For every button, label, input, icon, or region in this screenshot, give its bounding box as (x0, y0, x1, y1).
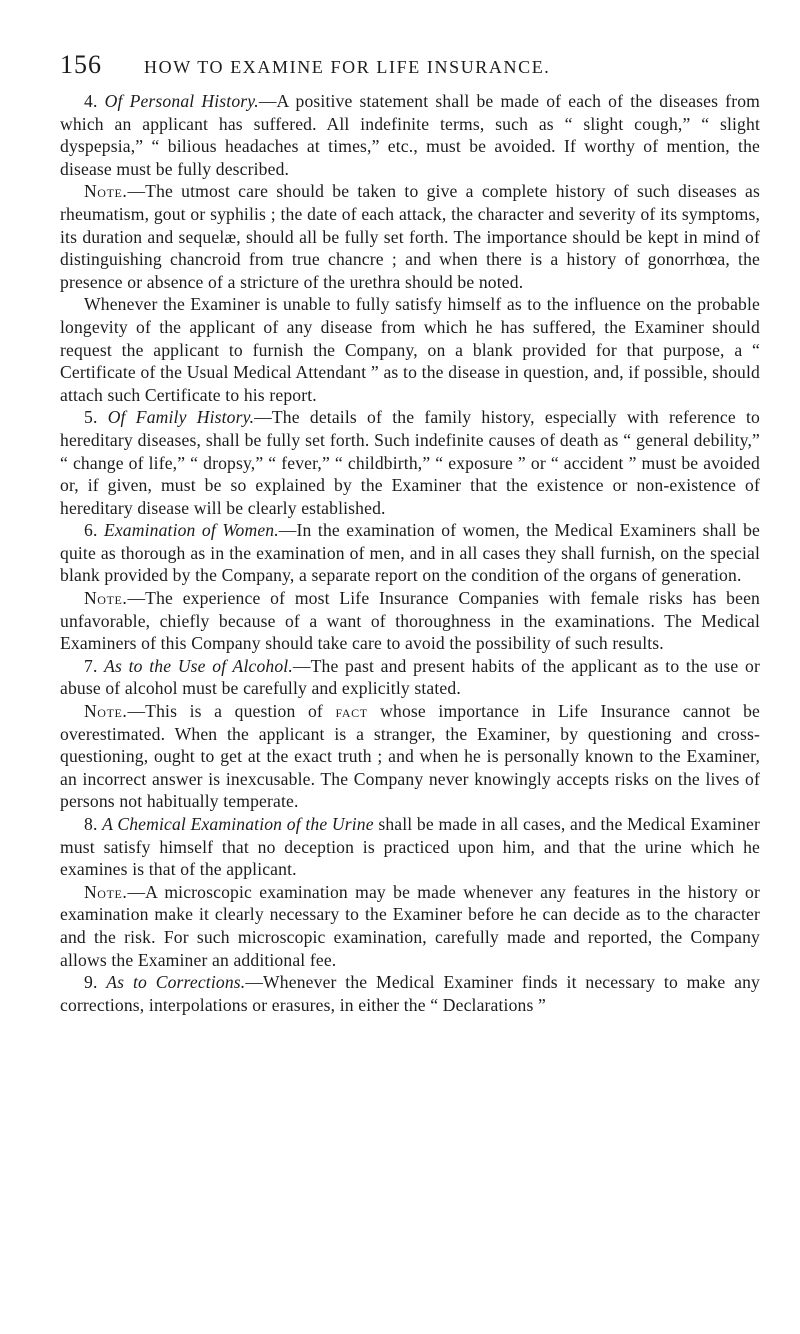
paragraph-medical-attendant (60, 293, 760, 406)
paragraph-corrections (60, 971, 760, 1016)
paragraph-chemical-examination (60, 813, 760, 881)
section-number: 4. (84, 91, 98, 111)
section-number: 6. (84, 520, 98, 541)
paragraph-text: —The experience of most Life Insurance Companies with female risks has been unfavorable, chiefly because of a want of thoroughness in the examinations. The Medical Examiners of this Company should take care to avoid the possibility of such results. (60, 588, 760, 654)
paragraph-text: Whenever the Examiner is unable to fully satisfy himself as to the influence on the probable longevity of the applicant of any disease from which he has suffered, the Examiner should request the applicant to furnish the Company, on a blank provided for that purpose, a “ Certificate of the Usual Medical Attendant ” as to the disease in question, and, if possible, should attach such Certificate to his report. (60, 294, 760, 405)
paragraph-text-lead: —This is a question of (127, 701, 336, 722)
paragraph-examination-of-women (60, 519, 760, 587)
note-label: Note. (84, 588, 128, 609)
running-title: HOW TO EXAMINE FOR LIFE INSURANCE. (144, 57, 551, 77)
note-personal-history (60, 180, 760, 293)
paragraph-text: —A microscopic examination may be made whenever any features in the history or examination make it clearly necessary to the Examiner before he can decide as to the character and the risk. For such microscopic examination, carefully made and reported, the Company allows the Examiner an additional fee. (60, 881, 760, 970)
paragraph-family-history (60, 406, 760, 519)
book-page (60, 50, 760, 1016)
section-number: 7. (84, 655, 98, 676)
paragraph-text: whose importance in Life Insurance cannot be overestimated. When the applicant is a stranger, the Examiner, by questioning and cross-questioning, ought to get at the exact truth ; and when he is personally known to the Examiner, an incorrect answer is inexcusable. The Company never knowingly accepts risks on the lives of persons not habitually temperate. (60, 701, 760, 812)
emphasized-word: fact (335, 701, 368, 722)
paragraph-text: —The utmost care should be taken to give a complete history of such diseases as rheumatism, gout or syphilis ; the date of each attack, the character and severity of its symptoms, its duration and sequelæ, should all be fully set forth. The importance should be kept in mind of distinguishing chancroid from true chancre ; and when there is a history of gonorrhœa, the presence or absence of a stricture of the urethra should be noted. (60, 181, 760, 292)
body-text (60, 90, 760, 1016)
section-number: 5. (84, 407, 98, 428)
paragraph-text: —Whenever the Medical Examiner finds it necessary to make any corrections, interpolations or erasures, in either the “ Declarations ” (60, 972, 760, 1015)
section-number: 8. (84, 814, 98, 834)
note-examination-of-women (60, 587, 760, 655)
page-header (60, 50, 760, 84)
paragraph-text: —The past and present habits of the applicant as to the use or abuse of alcohol must be carefully and explicitly stated. (60, 655, 760, 699)
section-heading: As to the Use of Alcohol. (104, 655, 293, 676)
section-number: 9. (84, 972, 98, 993)
note-label: Note. (84, 881, 128, 902)
section-heading: Of Family History. (107, 407, 255, 428)
section-heading: As to Corrections. (106, 972, 246, 993)
page-number: 156 (60, 50, 102, 79)
note-use-of-alcohol (60, 700, 760, 813)
note-label: Note. (84, 181, 128, 202)
note-microscopic-examination (60, 881, 760, 971)
paragraph-text: shall be made in all cases, and the Medical Examiner must satisfy himself that no deception is practiced upon him, and that the urine which he examines is that of the applicant. (60, 814, 760, 880)
note-label: Note. (84, 701, 128, 722)
paragraph-text: —The details of the family history, especially with reference to hereditary diseases, shall be fully set forth. Such indefinite causes of death as “ general debility,” “ change of life,” “ dropsy,” “ fever,” “ childbirth,” “ exposure ” or “ accident ” must be avoided or, if given, must be so explained by the Examiner that the existence or non-existence of hereditary disease will be clearly established. (60, 407, 760, 518)
section-heading: Of Personal History. (104, 91, 259, 111)
paragraph-use-of-alcohol (60, 655, 760, 700)
paragraph-text: —In the examination of women, the Medical Examiners shall be quite as thorough as in the examination of men, and in all cases they shall furnish, on the special blank provided by the Company, a separate report on the condition of the organs of generation. (60, 520, 760, 586)
paragraph-text: —A positive statement shall be made of each of the diseases from which an applicant has suffered. All indefinite terms, such as “ slight cough,” “ slight dyspepsia,” “ bilious headaches at times,” etc., must be avoided. If worthy of mention, the disease must be fully described. (60, 91, 760, 179)
section-heading: Examination of Women. (103, 520, 279, 541)
paragraph-personal-history (60, 90, 760, 180)
section-heading: A Chemical Examination of the Urine (102, 814, 374, 834)
